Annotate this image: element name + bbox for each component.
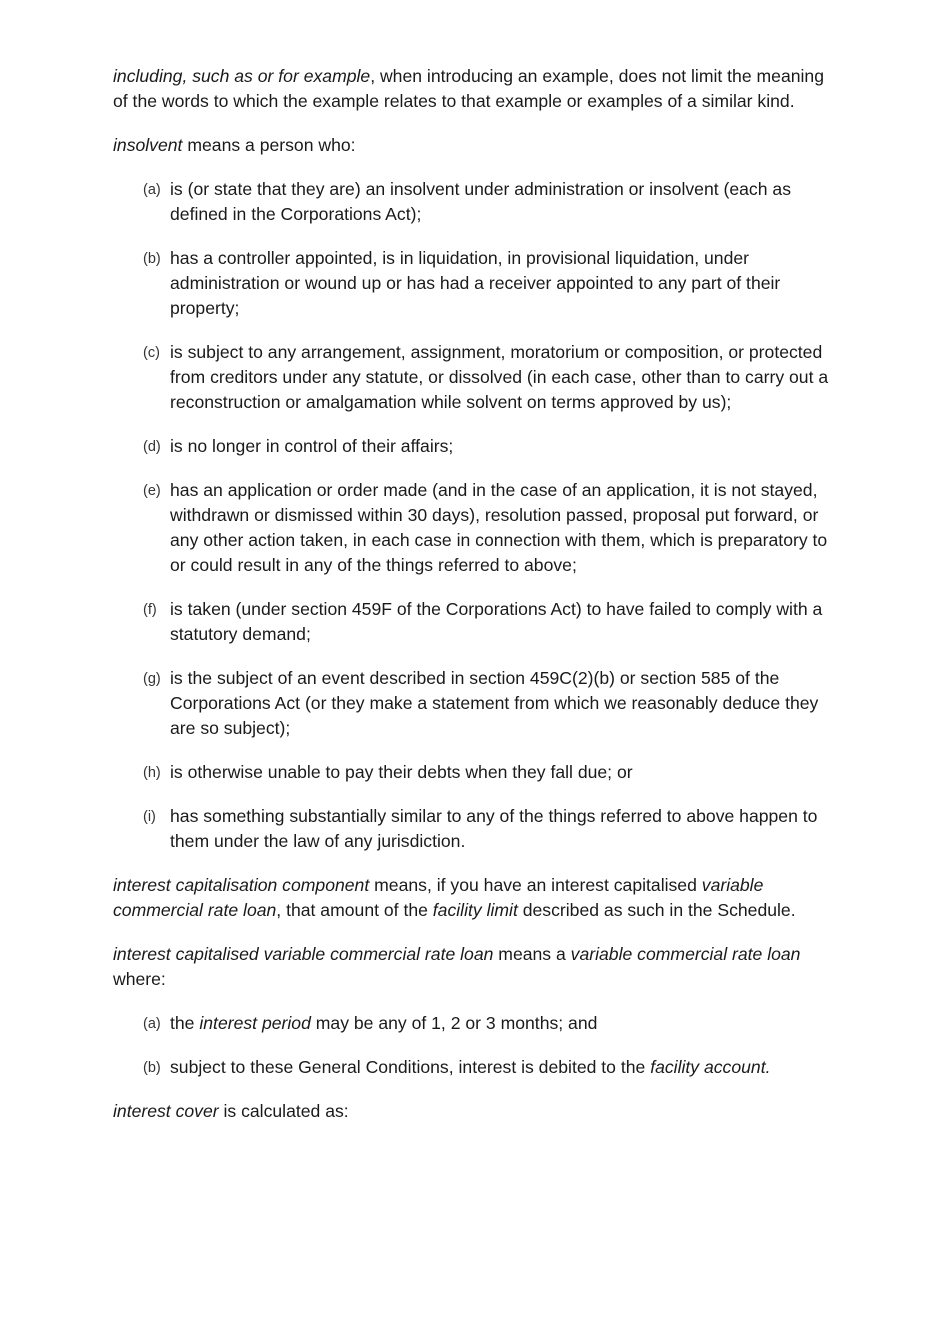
list-item-label: (a) [143, 182, 161, 198]
defined-term: interest capitalised variable commercial rate loan [113, 944, 494, 964]
list-item [113, 177, 833, 227]
definition-interest-capitalisation-component [113, 873, 833, 923]
list-item-text: is (or state that they are) an insolvent under administration or insolvent (each as defined in the Corporations Act); [170, 179, 791, 224]
list-item-text: has an application or order made (and in the case of an application, it is not stayed, withdrawn or dismissed within 30 days), resolution passed, proposal put forward, or any other action taken, in each case in connection with them, which is preparatory to or could result in any of the things referred to above; [170, 480, 828, 575]
list-item-text: the [170, 1013, 200, 1033]
list-item [113, 666, 833, 741]
document-page [113, 64, 833, 1143]
interest-capitalised-loan-list [113, 1011, 833, 1080]
definition-including [113, 64, 833, 114]
definition-text: means a [493, 944, 571, 964]
defined-term-reference: variable commercial rate loan [570, 944, 801, 964]
list-item-text: is otherwise unable to pay their debts when they fall due; or [170, 762, 633, 782]
definition-text: , that amount of the [276, 900, 433, 920]
definition-text: , when introducing an example, does not limit the meaning of the words to which the example relates to that example or examples of a similar kind. [113, 66, 824, 111]
list-item [113, 1011, 833, 1036]
list-item-label: (h) [143, 765, 161, 781]
list-item-label: (b) [143, 251, 161, 267]
definition-insolvent [113, 133, 833, 158]
definition-text: is calculated as: [218, 1101, 349, 1121]
list-item-label: (g) [143, 671, 161, 687]
defined-term-reference: variable commercial rate loan [113, 875, 764, 920]
defined-term: interest capitalisation component [113, 875, 370, 895]
list-item [113, 597, 833, 647]
list-item-text: has a controller appointed, is in liquidation, in provisional liquidation, under administration or wound up or has had a receiver appointed to any part of their property; [170, 248, 781, 318]
defined-term: interest cover [113, 1101, 219, 1121]
defined-term-reference: facility limit [432, 900, 518, 920]
definition-text: means a person who: [182, 135, 356, 155]
list-item-text: has something substantially similar to any of the things referred to above happen to them under the law of any jurisdiction. [170, 806, 818, 851]
list-item [113, 246, 833, 321]
list-item-text: may be any of 1, 2 or 3 months; and [310, 1013, 598, 1033]
insolvent-list [113, 177, 833, 854]
list-item-label: (e) [143, 483, 161, 499]
defined-term-reference: interest period [199, 1013, 311, 1033]
list-item [113, 760, 833, 785]
definition-interest-capitalised-loan [113, 942, 833, 992]
definition-interest-cover [113, 1099, 833, 1124]
list-item [113, 478, 833, 578]
definition-text: means, if you have an interest capitalised [369, 875, 702, 895]
list-item [113, 804, 833, 854]
list-item-text: is no longer in control of their affairs; [170, 436, 454, 456]
list-item-label: (b) [143, 1060, 161, 1076]
list-item-label: (i) [143, 809, 156, 825]
list-item-label: (a) [143, 1016, 161, 1032]
definition-text: described as such in the Schedule. [517, 900, 796, 920]
list-item-text: is subject to any arrangement, assignment, moratorium or composition, or protected from creditors under any statute, or dissolved (in each case, other than to carry out a reconstruction or amalgamation while solvent on terms approved by us); [170, 342, 829, 412]
list-item-text: subject to these General Conditions, interest is debited to the [170, 1057, 651, 1077]
defined-term: including, such as or for example [113, 66, 371, 86]
list-item [113, 1055, 833, 1080]
list-item [113, 434, 833, 459]
list-item-text: is taken (under section 459F of the Corporations Act) to have failed to comply with a statutory demand; [170, 599, 823, 644]
definition-text: where: [113, 969, 166, 989]
list-item [113, 340, 833, 415]
list-item-text: is the subject of an event described in section 459C(2)(b) or section 585 of the Corporations Act (or they make a statement from which we reasonably deduce they are so subject); [170, 668, 819, 738]
defined-term: insolvent [113, 135, 183, 155]
defined-term-reference: facility account. [650, 1057, 771, 1077]
list-item-label: (f) [143, 602, 157, 618]
list-item-label: (d) [143, 439, 161, 455]
list-item-label: (c) [143, 345, 160, 361]
